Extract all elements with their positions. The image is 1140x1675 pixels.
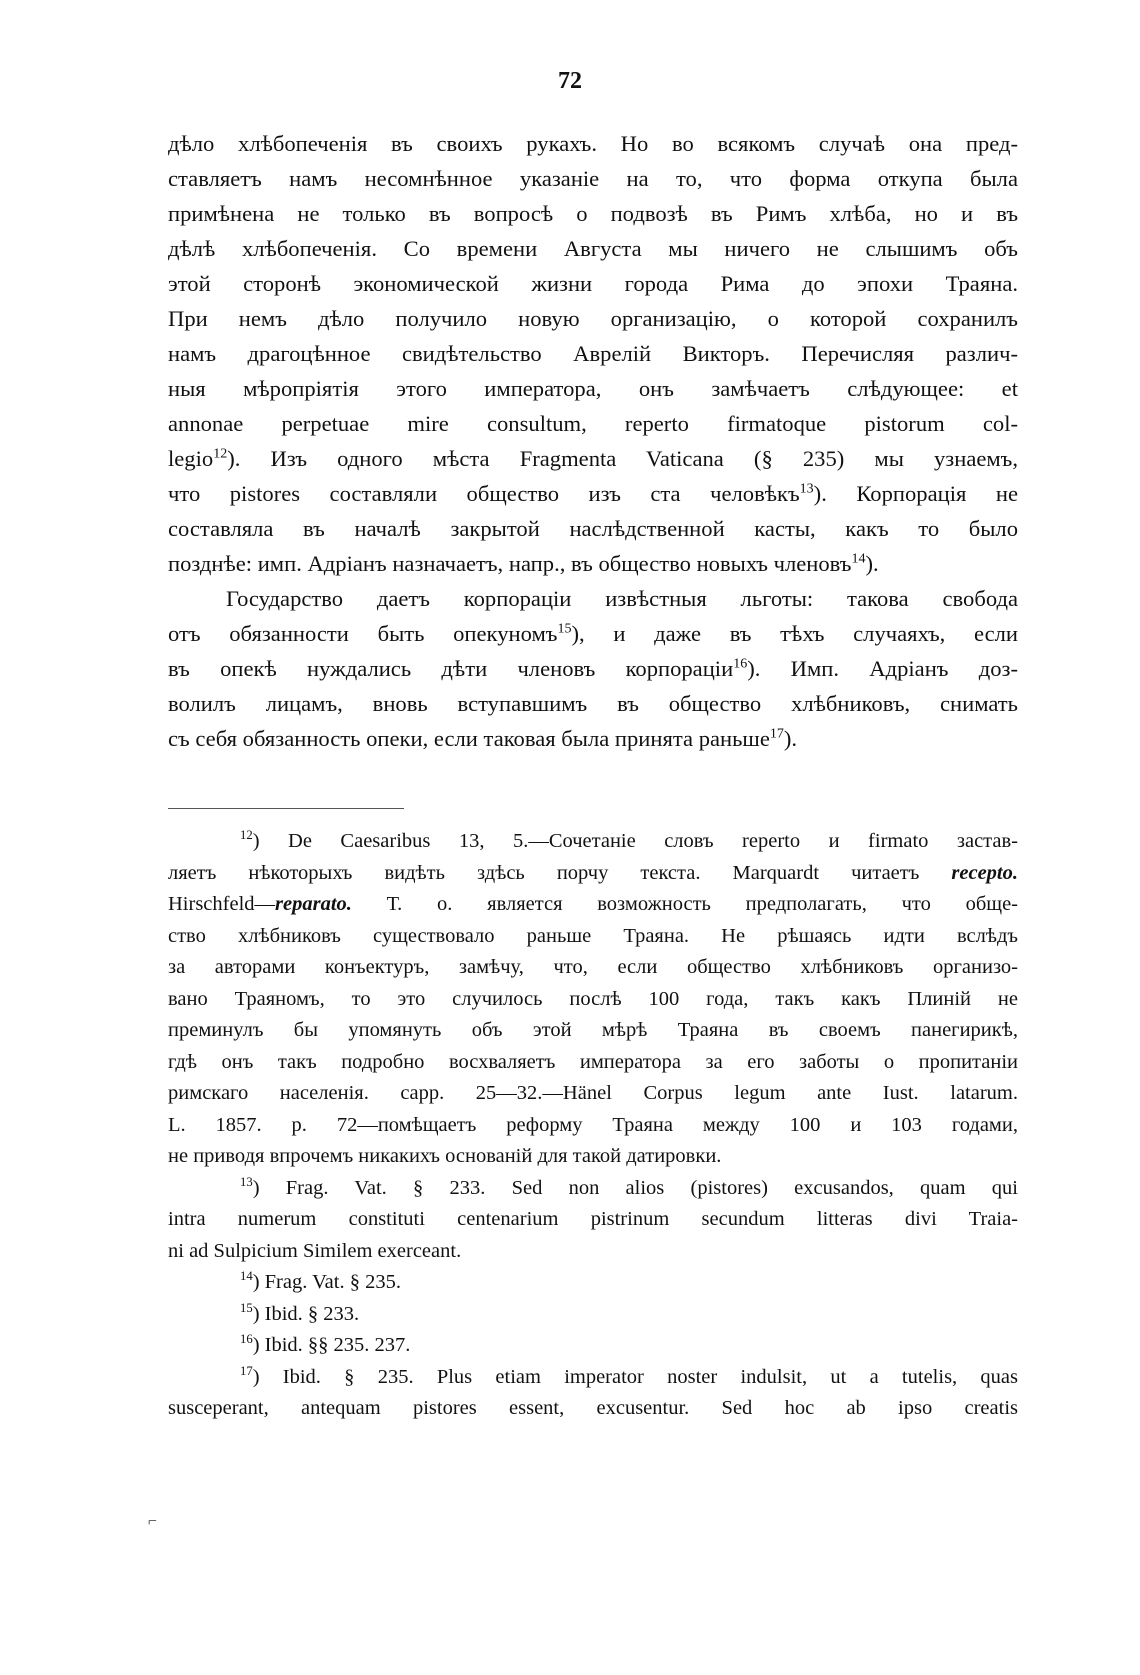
footnote-line: ni ad Sulpicium Similem exerceant. xyxy=(168,1239,462,1262)
text-fragment: въ опекѣ нуждались дѣти членовъ корпораціи xyxy=(168,656,734,681)
footnote-marker: 14 xyxy=(240,1269,253,1284)
main-text xyxy=(168,126,1018,756)
text-line: намъ драгоцѣнное свидѣтельство Аврелій Викторъ. Перечисляя различ- xyxy=(168,341,1018,366)
footnote-line: за авторами конъектуръ, замѣчу, что, если общество хлѣбниковъ организо- xyxy=(168,956,1018,978)
footnote-line xyxy=(168,1362,1018,1394)
footnote-marker: 16 xyxy=(240,1332,253,1347)
footnote-marker: 12 xyxy=(240,828,253,843)
footnote-line: ство хлѣбниковъ существовало раньше Траяна. Не рѣшаясь идти вслѣдъ xyxy=(168,924,1018,947)
footnote-ref: 16 xyxy=(733,656,748,672)
footnote-line: L. 1857. p. 72—помѣщаетъ реформу Траяна между 100 и 103 годами, xyxy=(168,1113,1018,1136)
footnote-line xyxy=(168,1267,1018,1299)
text-fragment: ). Изъ одного мѣста Fragmenta Vaticana (§ 235) мы узнаемъ, xyxy=(227,446,1018,471)
text-fragment: съ себя обязанность опеки, если таковая была принята раньше xyxy=(168,726,770,751)
footnote-line xyxy=(168,1330,1018,1362)
text-fragment: ). Корпорація не xyxy=(813,481,1018,506)
text-fragment: ) Frag. Vat. § 235. xyxy=(252,1271,401,1293)
text-line: примѣнена не только въ вопросѣ о подвозѣ въ Римъ хлѣба, но и въ xyxy=(168,201,1018,226)
footnote-line: intra numerum constituti centenarium pistrinum secundum litteras divi Traia- xyxy=(168,1208,1018,1230)
footnote-ref: 17 xyxy=(769,726,784,742)
footnotes xyxy=(168,826,1018,1425)
footnote-line xyxy=(168,858,1018,890)
footnote-line xyxy=(168,1299,1018,1331)
text-fragment: ). xyxy=(865,551,879,576)
text-fragment: отъ обязанности быть опекуномъ xyxy=(168,621,558,646)
text-fragment: ) Ibid. §§ 235. 237. xyxy=(252,1334,411,1356)
text-fragment: Hirschfeld— xyxy=(168,893,276,915)
text-line: составляла въ началѣ закрытой наслѣдственной касты, какъ то было xyxy=(168,516,1018,541)
text-fragment: ) De Caesaribus 13, 5.—Сочетаніе словъ reperto и firmato застав- xyxy=(252,830,1018,852)
text-line: ныя мѣропріятія этого императора, онъ замѣчаетъ слѣдующее: et xyxy=(168,376,1018,401)
footnote-line: вано Траяномъ, то это случилось послѣ 100 года, такъ какъ Плиній не xyxy=(168,987,1018,1010)
footnote-line xyxy=(168,889,1018,921)
text-fragment: ). Имп. Адріанъ доз- xyxy=(747,656,1019,681)
footnote-line: susceperant, antequam pistores essent, excusentur. Sed hoc ab ipso creatis xyxy=(168,1397,1018,1419)
text-line xyxy=(168,721,1018,756)
text-line xyxy=(168,616,1018,651)
page-number: 72 xyxy=(558,68,582,94)
text-fragment: ) Ibid. § 233. xyxy=(252,1302,360,1325)
margin-mark: ⌐ xyxy=(148,1513,158,1530)
text-line xyxy=(168,546,1018,581)
text-line: ставляетъ намъ несомнѣнное указаніе на то, что форма откупа была xyxy=(168,166,1018,191)
footnote-ref: 14 xyxy=(851,551,866,567)
text-line: дѣлѣ хлѣбопеченія. Со времени Августа мы ничего не слышимъ объ xyxy=(168,236,1018,261)
italic-term: recepto. xyxy=(951,861,1019,884)
text-line: Государство даетъ корпораціи извѣстныя льготы: такова свобода xyxy=(226,586,1018,611)
text-fragment: ) Ibid. § 235. Plus etiam imperator noster indulsit, ut a tutelis, quas xyxy=(252,1365,1018,1388)
text-fragment: ляетъ нѣкоторыхъ видѣть здѣсь порчу текста. Marquardt читаетъ xyxy=(168,861,920,884)
text-line: волилъ лицамъ, вновь вступавшимъ въ общество хлѣбниковъ, снимать xyxy=(168,691,1018,716)
footnote-line: не приводя впрочемъ никакихъ основаній для такой датировки. xyxy=(168,1145,722,1167)
text-fragment: legio xyxy=(168,446,214,471)
text-fragment: ). xyxy=(783,726,798,751)
footnote-marker: 13 xyxy=(240,1174,253,1189)
footnote-marker: 15 xyxy=(240,1300,253,1315)
text-line xyxy=(168,651,1018,686)
footnote-ref: 13 xyxy=(799,481,814,497)
footnote-line: гдѣ онъ такъ подробно восхваляетъ императора за его заботы о пропитаніи xyxy=(168,1050,1018,1073)
footnote-ref: 12 xyxy=(213,446,228,462)
footnote-line xyxy=(168,1173,1018,1205)
italic-term: reparato. xyxy=(275,893,352,915)
footnote-line: преминулъ бы упомянуть объ этой мѣрѣ Траяна въ своемъ панегирикѣ, xyxy=(168,1019,1018,1041)
text-line: annonae perpetuae mire consultum, reperto firmatoque pistorum col- xyxy=(168,411,1018,436)
text-fragment: что pistores составляли общество изъ ста человѣкъ xyxy=(168,481,800,506)
footnote-marker: 17 xyxy=(240,1363,253,1378)
footnote-line xyxy=(168,826,1018,858)
footnote-ref: 15 xyxy=(557,621,572,637)
text-fragment: позднѣе: имп. Адріанъ назначаетъ, напр., въ общество новыхъ членовъ xyxy=(168,551,852,576)
text-fragment: ) Frag. Vat. § 233. Sed non alios (pistores) excusandos, quam qui xyxy=(252,1176,1018,1199)
text-line: дѣло хлѣбопеченія въ своихъ рукахъ. Но во всякомъ случаѣ она пред- xyxy=(168,131,1018,156)
footnote-line: римскаго населенія. capp. 25—32.—Hänel Corpus legum ante Iust. latarum. xyxy=(168,1082,1018,1104)
text-line: При немъ дѣло получило новую организацію, о которой сохранилъ xyxy=(168,306,1018,331)
footnote-divider xyxy=(168,808,404,809)
text-line xyxy=(168,441,1018,476)
text-line xyxy=(168,476,1018,511)
text-fragment: Т. о. является возможность предполагать, что обще- xyxy=(351,893,1018,915)
text-fragment: ), и даже въ тѣхъ случаяхъ, если xyxy=(571,621,1018,646)
text-line: этой сторонѣ экономической жизни города Рима до эпохи Траяна. xyxy=(168,271,1018,296)
